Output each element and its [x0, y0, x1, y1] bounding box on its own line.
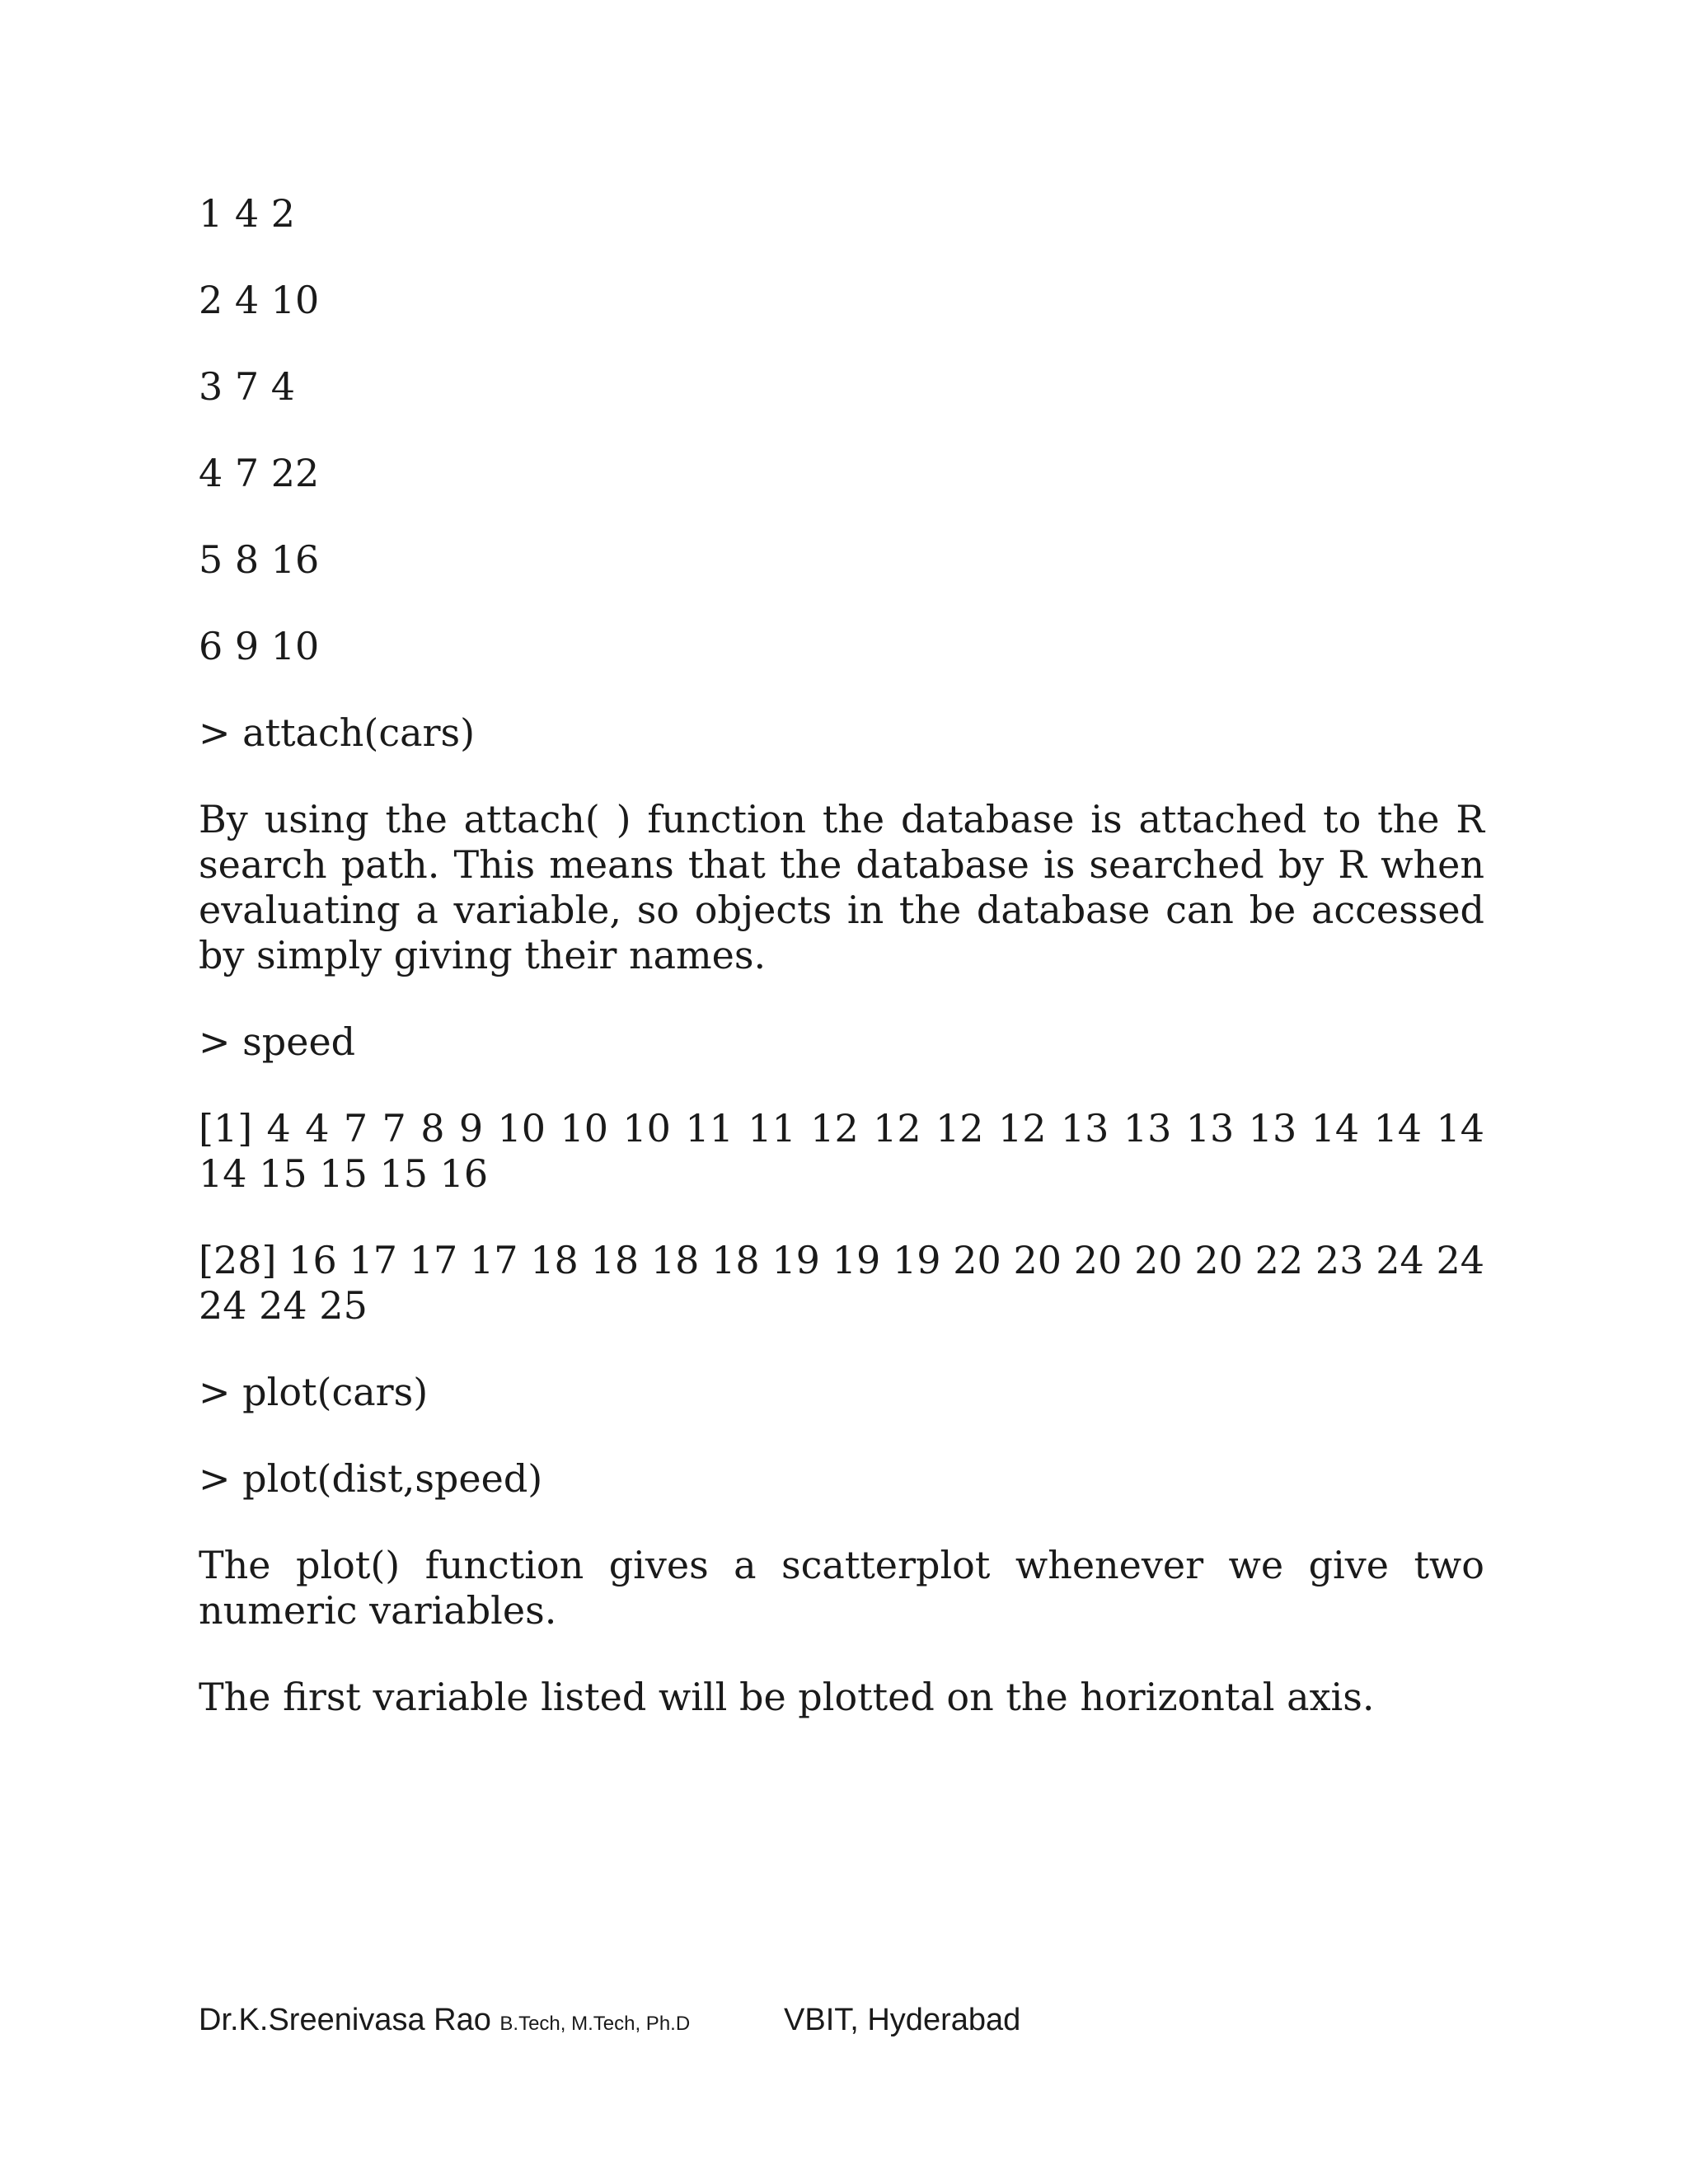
data-row-6: 6 9 10 [199, 624, 320, 668]
command-plot-cars: > plot(cars) [199, 1370, 429, 1414]
author-degrees: B.Tech, M.Tech, Ph.D [499, 2013, 691, 2035]
data-row-2: 2 4 10 [199, 278, 320, 322]
data-row-3: 3 7 4 [199, 364, 296, 409]
paragraph-plot-explanation: The plot() function gives a scatterplot whenever we give two numeric variables. [199, 1543, 1484, 1633]
page-content [199, 191, 1484, 1761]
command-attach: > attach(cars) [199, 710, 476, 755]
paragraph-attach-explanation: By using the attach( ) function the database is attached to the R search path. This means that the database is searched by R when evaluating a variable, so objects in the database can be accessed by simply giving their names. [199, 797, 1484, 977]
data-row-5: 5 8 16 [199, 537, 320, 582]
footer-author [199, 2003, 690, 2038]
author-name: Dr.K.Sreenivasa Rao [199, 2003, 491, 2037]
output-speed-line-1: [1] 4 4 7 7 8 9 10 10 10 11 11 12 12 12 12 13 13 13 13 14 14 14 14 15 15 15 16 [199, 1106, 1484, 1196]
command-speed: > speed [199, 1019, 356, 1064]
footer-institute: VBIT, Hyderabad [784, 2003, 1021, 2037]
command-plot-dist-speed: > plot(dist,speed) [199, 1456, 543, 1501]
data-row-1: 1 4 2 [199, 191, 296, 236]
paragraph-first-variable: The first variable listed will be plotted on the horizontal axis. [199, 1675, 1375, 1719]
output-speed-line-2: [28] 16 17 17 17 18 18 18 18 19 19 19 20 20 20 20 20 22 23 24 24 24 24 25 [199, 1238, 1484, 1328]
data-row-4: 4 7 22 [199, 451, 320, 495]
